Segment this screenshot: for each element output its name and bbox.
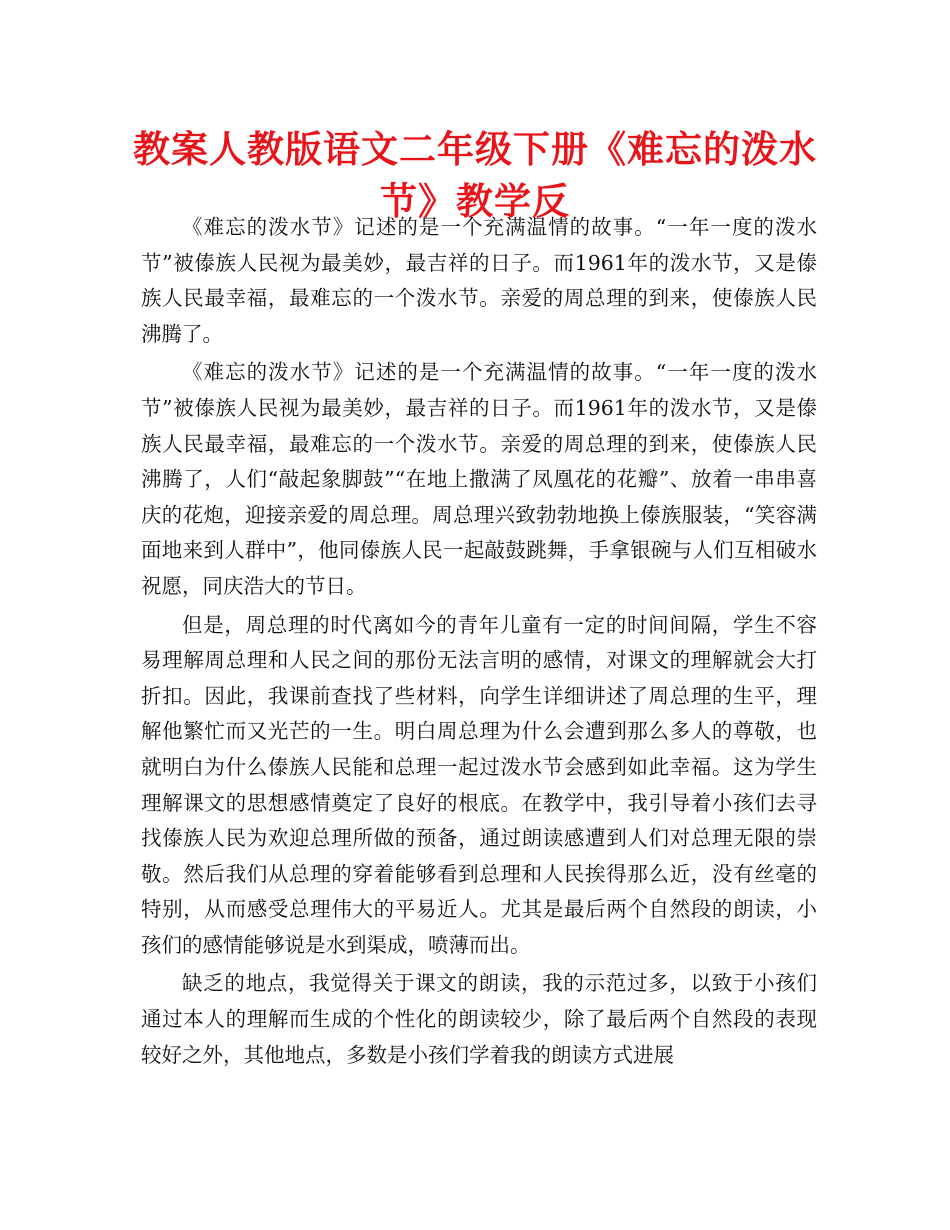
paragraph-3: 但是，周总理的时代离如今的青年儿童有一定的时间间隔，学生不容易理解周总理和人民之间的那份无法言明的感情，对课文的理解就会大打折扣。因此，我课前查找了些材料，向学生详细讲述了周总理的生平，理解他繁忙而又光芒的一生。明白周总理为什么会遭到那么多人的尊敬，也就明白为什么傣族人民能和总理一起过泼水节会感到如此幸福。这为学生理解课文的思想感情奠定了良好的根底。在教学中，我引导着小孩们去寻找傣族人民为欢迎总理所做的预备，通过朗读感遭到人们对总理无限的崇敬。然后我们从总理的穿着能够看到总理和人民挨得那么近，没有丝毫的特别，从而感受总理伟大的平易近人。尤其是最后两个自然段的朗读，小孩们的感情能够说是水到渠成，喷薄而出。	[141, 612, 817, 957]
paragraph-1: 《难忘的泼水节》记述的是一个充满温情的故事。“一年一度的泼水节”被傣族人民视为最美妙，最吉祥的日子。而1961年的泼水节，又是傣族人民最幸福，最难忘的一个泼水节。亲爱的周总理的到来，使傣族人民沸腾了。	[141, 215, 817, 346]
document-title: 教案人教版语文二年级下册《难忘的泼水节》教学反	[133, 128, 817, 223]
paragraph-4: 缺乏的地点，我觉得关于课文的朗读，我的示范过多，以致于小孩们通过本人的理解而生成的个性化的朗读较少，除了最后两个自然段的表现较好之外，其他地点，多数是小孩们学着我的朗读方式进展	[141, 971, 817, 1067]
document-body	[141, 210, 817, 1073]
paragraph-2: 《难忘的泼水节》记述的是一个充满温情的故事。“一年一度的泼水节”被傣族人民视为最美妙，最吉祥的日子。而1961年的泼水节，又是傣族人民最幸福，最难忘的一个泼水节。亲爱的周总理的到来，使傣族人民沸腾了，人们“敲起象脚鼓”“在地上撒满了凤凰花的花瓣”、放着一串串喜庆的花炮，迎接亲爱的周总理。周总理兴致勃勃地换上傣族服装，“笑容满面地来到人群中”，他同傣族人民一起敲鼓跳舞，手拿银碗与人们互相破水祝愿，同庆浩大的节日。	[141, 360, 817, 598]
